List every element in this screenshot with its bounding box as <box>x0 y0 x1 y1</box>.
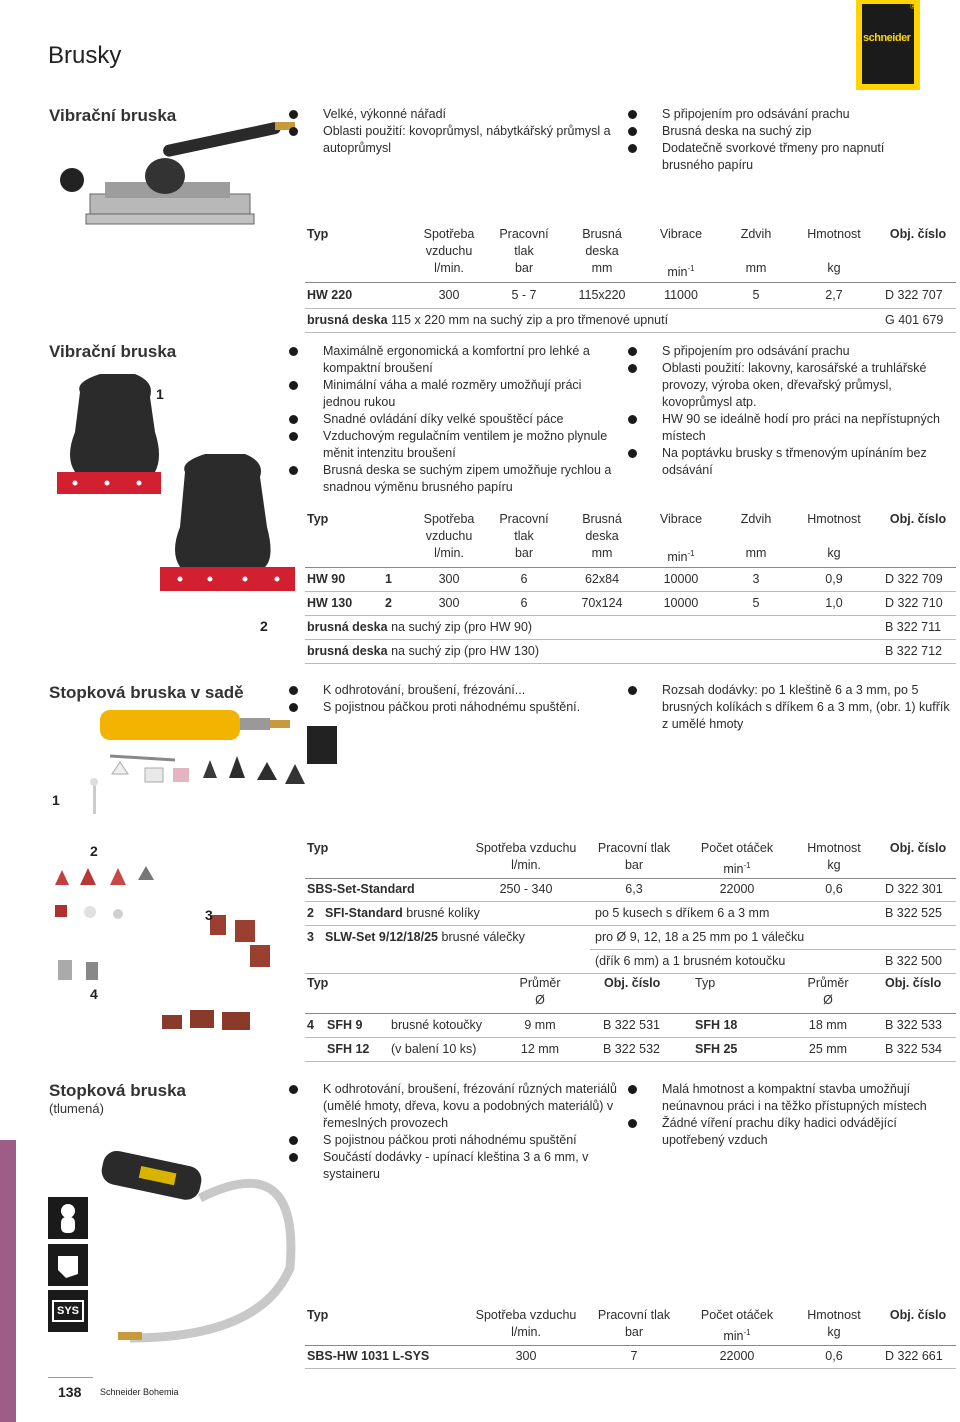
col-header: Typ <box>307 227 329 241</box>
col-header: Typ <box>695 976 716 990</box>
cell-order-code: B 322 500 <box>885 954 942 968</box>
cell-order-code: G 401 679 <box>885 313 944 327</box>
feature-item: Vzduchovým regulačním ventilem je možno plynule měnit intenzitu broušení <box>289 428 614 462</box>
cell-type: HW 220 <box>307 288 353 302</box>
section-title: Stopková bruska v sadě <box>49 683 244 702</box>
accessory-row <box>305 309 956 332</box>
feature-item: HW 90 se ideálně hodí pro práci na nepřístupných místech <box>628 411 953 445</box>
features-right <box>628 682 953 733</box>
cell: 1,0 <box>825 596 843 610</box>
col-header: Pracovní tlak bar <box>499 512 549 560</box>
image-label: 2 <box>90 843 98 859</box>
systainer-icon <box>48 1290 88 1332</box>
col-header: Pracovní tlak bar <box>597 841 671 872</box>
feature-item: K odhrotování, broušení, frézování... <box>289 682 619 699</box>
col-header: Obj. číslo <box>889 512 947 526</box>
cell-order-code: B 322 525 <box>885 906 942 920</box>
col-header: Pracovní tlak bar <box>499 227 549 275</box>
table-row <box>305 902 956 925</box>
cell-image-ref: 1 <box>385 572 392 586</box>
features-right <box>628 343 953 479</box>
col-header: Spotřeba vzduchu l/min. <box>423 512 475 560</box>
col-header: Zdvih mm <box>740 227 772 275</box>
feature-item: Oblasti použití: lakovny, karosářské a truhlářské provozy, výroba oken, dřevařský průmysl, kovoprůmysl atp. <box>628 360 953 411</box>
table-row <box>305 1345 956 1368</box>
accessory-text: na suchý zip (pro HW 130) <box>391 644 540 658</box>
cell: 6 <box>520 596 528 610</box>
page-title: Brusky <box>48 42 122 69</box>
col-header: Typ <box>307 1308 329 1322</box>
accessory-label: brusná deska <box>307 313 388 327</box>
col-header: Hmotnost kg <box>807 1308 861 1339</box>
section-title: Stopková bruska <box>49 1081 186 1100</box>
feature-item: S pojistnou páčkou proti náhodnému spuštění. <box>289 699 619 716</box>
accessory-label: brusná deska <box>307 644 388 658</box>
cell-type: SBS-Set-Standard <box>307 882 415 896</box>
col-header: Obj. číslo <box>889 1308 947 1322</box>
col-header: Brusná deska mm <box>582 227 622 275</box>
cell: 0,6 <box>825 1349 843 1363</box>
accessory-row <box>305 616 956 639</box>
hand-grip-icon <box>48 1244 88 1286</box>
feature-item: Oblasti použití: kovoprůmysl, nábytkářský průmysl a autoprůmysl <box>289 123 619 157</box>
cell: 10000 <box>663 572 699 586</box>
mini-sanders-image <box>55 362 305 632</box>
feature-item: Velké, výkonné nářadí <box>289 106 619 123</box>
table-row <box>305 568 956 591</box>
col-header: Vibrace $\min^{-1}$ <box>659 227 703 280</box>
col-header: Spotřeba vzduchu l/min. <box>423 227 475 275</box>
col-header: Typ <box>307 841 329 855</box>
image-label: 4 <box>90 986 98 1002</box>
cell: 10000 <box>663 596 699 610</box>
col-header: Obj. číslo <box>885 976 942 990</box>
accessory-text: 115 x 220 mm na suchý zip a pro třmenové upnutí <box>391 313 669 327</box>
feature-item: Brusná deska se suchým zipem umožňuje rychlou a snadnou výměnu brusného papíru <box>289 462 614 496</box>
col-header: Brusná deska mm <box>582 512 622 560</box>
col-header: Hmotnost kg <box>807 227 861 275</box>
page-number: 138 <box>58 1384 82 1400</box>
section-title: Vibrační bruska <box>49 342 177 361</box>
cell-type: SFI-Standard <box>325 906 403 920</box>
cell-order-code: D 322 709 <box>885 572 943 586</box>
cell: 5 - 7 <box>511 288 537 302</box>
cell: 11000 <box>664 288 698 302</box>
cell-order-code: D 322 707 <box>885 288 943 302</box>
cell-type: SBS-HW 1031 L-SYS <box>307 1349 430 1363</box>
image-label: 2 <box>260 618 268 634</box>
spec-table <box>305 1307 956 1369</box>
col-header: Počet otáček $\min^{-1}$ <box>700 1308 774 1344</box>
feature-item: S připojením pro odsávání prachu <box>628 343 953 360</box>
col-header: Zdvih mm <box>740 512 772 560</box>
features-right <box>628 1081 953 1149</box>
cell: 3 <box>752 572 760 586</box>
cell-order-code: B 322 712 <box>885 644 942 658</box>
cell-order-code: B 322 533 <box>885 1018 942 1032</box>
cell: 115x220 <box>578 288 626 302</box>
col-header: Obj. číslo <box>604 976 661 990</box>
feature-item: Rozsah dodávky: po 1 kleštině 6 a 3 mm, po 5 brusných kolíkách s dříkem 6 a 3 mm, (obr. 1) kufřík z umělé hmoty <box>628 682 953 733</box>
feature-item: S připojením pro odsávání prachu <box>628 106 938 123</box>
grinding-bits-image <box>50 850 280 1050</box>
spec-table <box>305 511 956 667</box>
orbital-sander-image <box>50 118 295 233</box>
col-header: Spotřeba vzduchu l/min. <box>475 841 577 872</box>
cell: 300 <box>515 1349 537 1363</box>
die-grinder-set-image <box>85 706 340 821</box>
cell-desc: brusné kolíky <box>406 906 480 920</box>
cell-info: (dřík 6 mm) a 1 brusném kotoučku <box>595 954 786 968</box>
table-row <box>305 878 956 901</box>
cell: 250 - 340 <box>499 882 553 896</box>
feature-item: Brusná deska na suchý zip <box>628 123 938 140</box>
col-header: Pracovní tlak bar <box>597 1308 671 1339</box>
cell: 9 mm <box>524 1018 556 1032</box>
cell: 300 <box>438 572 460 586</box>
cell-order-code: B 322 711 <box>885 620 942 634</box>
features-left <box>289 343 614 496</box>
cell-info: pro Ø 9, 12, 18 a 25 mm po 1 válečku <box>595 930 805 944</box>
cell: 0,9 <box>825 572 843 586</box>
cell-type: HW 130 <box>307 596 353 610</box>
footer-text: Schneider Bohemia <box>100 1387 179 1397</box>
feature-item: Minimální váha a malé rozměry umožňují práci jednou rukou <box>289 377 614 411</box>
table-row <box>305 1038 956 1061</box>
features-left <box>289 106 619 157</box>
cell-order-code: B 322 532 <box>603 1042 660 1056</box>
cell-type: SFH 25 <box>695 1042 738 1056</box>
cell: 22000 <box>719 882 755 896</box>
cell-type: SFH 18 <box>695 1018 738 1032</box>
cell: 6,3 <box>625 882 643 896</box>
section-title: Vibrační bruska <box>49 106 177 125</box>
cell-image-ref: 2 <box>385 596 392 610</box>
section-color-bar <box>0 1140 16 1422</box>
table-row <box>305 950 956 973</box>
feature-item: Malá hmotnost a kompaktní stavba umožňují neúnavnou práci i na těžko přístupných místech <box>628 1081 953 1115</box>
sub-header <box>305 975 956 1011</box>
cell: 18 mm <box>808 1018 848 1032</box>
cell: 70x124 <box>581 596 623 610</box>
col-header: Obj. číslo <box>889 841 947 855</box>
spec-table <box>305 226 956 334</box>
cell-image-ref: 3 <box>307 930 314 944</box>
cell-type: SLW-Set 9/12/18/25 <box>325 930 439 944</box>
feature-item: Součástí dodávky - upínací kleština 3 a 6 mm, v systaineru <box>289 1149 619 1183</box>
logo-registered-mark: ® <box>910 2 916 11</box>
col-header: Typ <box>307 976 329 990</box>
cell-desc: brusné kotoučky <box>391 1018 483 1032</box>
cell-order-code: B 322 534 <box>885 1042 942 1056</box>
cell-desc: (v balení 10 ks) <box>391 1042 477 1056</box>
feature-item: Maximálně ergonomická a komfortní pro lehké a kompaktní broušení <box>289 343 614 377</box>
table-row <box>305 1014 956 1037</box>
cell: 22000 <box>719 1349 755 1363</box>
logo-text: schneider <box>863 32 911 44</box>
cell-type: HW 90 <box>307 572 346 586</box>
feature-item: Snadné ovládání díky velké spouštěcí páce <box>289 411 614 428</box>
cell: 0,6 <box>825 882 843 896</box>
cell: 12 mm <box>520 1042 560 1056</box>
cell-info: po 5 kusech s dříkem 6 a 3 mm <box>595 906 770 920</box>
cell-image-ref: 2 <box>307 906 314 920</box>
col-header: Obj. číslo <box>889 227 947 241</box>
cell: 5 <box>752 288 760 302</box>
accessory-label: brusná deska <box>307 620 388 634</box>
cell-order-code: B 322 531 <box>603 1018 660 1032</box>
col-header: Průměr Ø <box>807 976 849 1007</box>
cell: 300 <box>438 596 460 610</box>
features-left <box>289 682 619 716</box>
cell-order-code: D 322 661 <box>885 1349 943 1363</box>
feature-item: Žádné víření prachu díky hadici odvádějící upotřebený vzduch <box>628 1115 953 1149</box>
image-label: 3 <box>205 907 213 923</box>
feature-item: Na poptávku brusky s třmenovým upínáním bez odsávání <box>628 445 953 479</box>
cell: 6 <box>520 572 528 586</box>
table-row <box>305 284 956 307</box>
table-row <box>305 926 956 949</box>
cell: 25 mm <box>808 1042 848 1056</box>
features-right <box>628 106 938 174</box>
image-label: 1 <box>52 792 60 808</box>
feature-item: Dodatečně svorkové třmeny pro napnutí brusného papíru <box>628 140 938 174</box>
cell-desc: brusné válečky <box>441 930 525 944</box>
feature-item: K odhrotování, broušení, frézování různých materiálů (umělé hmoty, dřeva, kovu a podobných materiálů) v řemeslných provozech <box>289 1081 619 1132</box>
cell-order-code: D 322 710 <box>885 596 943 610</box>
cell-type: SFH 9 <box>327 1018 363 1032</box>
accessory-row <box>305 640 956 663</box>
cell: 5 <box>752 596 760 610</box>
cell: 7 <box>630 1349 638 1363</box>
col-header: Typ <box>307 512 329 526</box>
footer-divider <box>48 1377 93 1378</box>
brand-logo <box>856 0 920 90</box>
systainer-label: SYS <box>52 1300 84 1322</box>
col-header: Počet otáček $\min^{-1}$ <box>700 841 774 877</box>
col-header: Spotřeba vzduchu l/min. <box>475 1308 577 1339</box>
cell-type: SFH 12 <box>327 1042 370 1056</box>
col-header: Průměr Ø <box>519 976 561 1007</box>
spec-table <box>305 840 956 1062</box>
cell: 300 <box>438 288 460 302</box>
cell: 2,7 <box>825 288 843 302</box>
features-left <box>289 1081 619 1183</box>
feature-item: S pojistnou páčkou proti náhodnému spuštění <box>289 1132 619 1149</box>
cell-order-code: D 322 301 <box>885 882 943 896</box>
cell: 62x84 <box>584 572 620 586</box>
accessory-text: na suchý zip (pro HW 90) <box>391 620 533 634</box>
table-row <box>305 592 956 615</box>
image-label: 1 <box>156 386 164 402</box>
col-header: Hmotnost kg <box>807 841 861 872</box>
col-header: Hmotnost kg <box>807 512 861 560</box>
one-hand-operation-icon <box>48 1197 88 1239</box>
col-header: Vibrace $\min^{-1}$ <box>659 512 703 565</box>
cell-image-ref: 4 <box>307 1018 314 1032</box>
section-subtitle: (tlumená) <box>49 1101 104 1116</box>
